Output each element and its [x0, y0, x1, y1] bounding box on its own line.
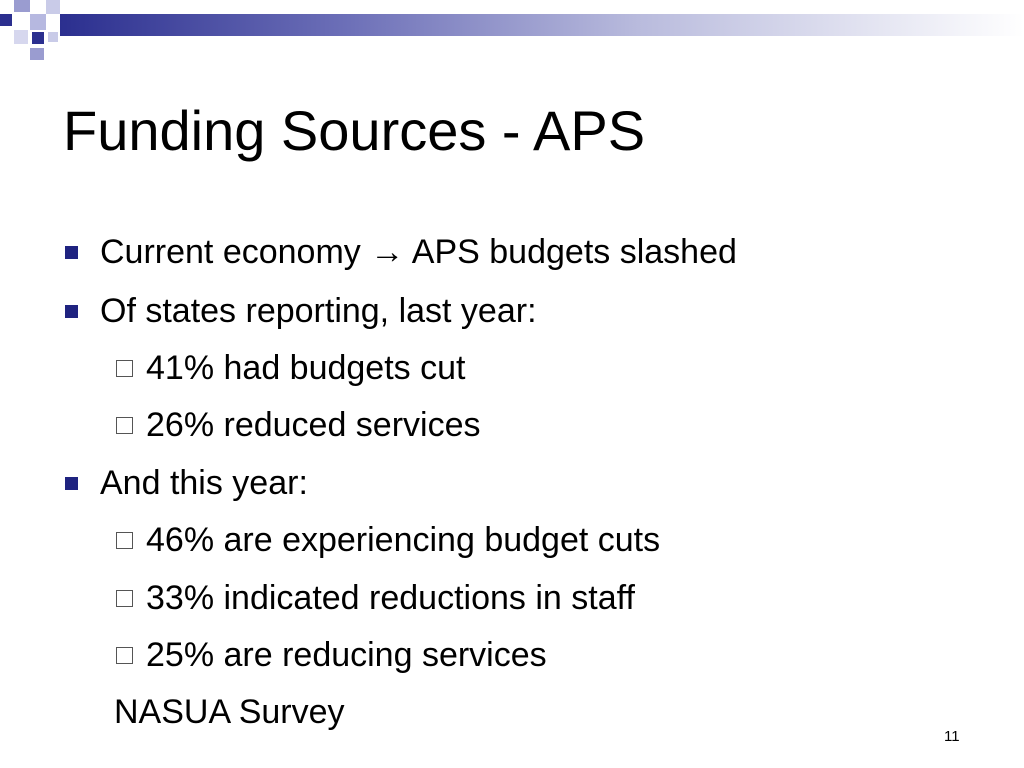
bullet-item: Current economy → APS budgets slashed — [100, 233, 737, 271]
filled-square-icon — [65, 246, 78, 259]
sub-bullet-item: 25% are reducing services — [146, 636, 547, 674]
hollow-square-icon — [116, 647, 133, 664]
sub-bullet-item: 33% indicated reductions in staff — [146, 579, 635, 617]
sub-bullet-item: 26% reduced services — [146, 406, 481, 444]
hollow-square-icon — [116, 590, 133, 607]
source-note: NASUA Survey — [114, 693, 345, 731]
sub-bullet-item: 46% are experiencing budget cuts — [146, 521, 661, 559]
hollow-square-icon — [116, 417, 133, 434]
slide-number: 11 — [944, 728, 960, 745]
hollow-square-icon — [116, 360, 133, 377]
filled-square-icon — [65, 477, 78, 490]
sub-bullet-item: 41% had budgets cut — [146, 349, 466, 387]
filled-square-icon — [65, 305, 78, 318]
slide-title: Funding Sources - APS — [63, 99, 646, 162]
hollow-square-icon — [116, 532, 133, 549]
bullet-item: And this year: — [100, 464, 308, 502]
bullet-item: Of states reporting, last year: — [100, 292, 537, 330]
